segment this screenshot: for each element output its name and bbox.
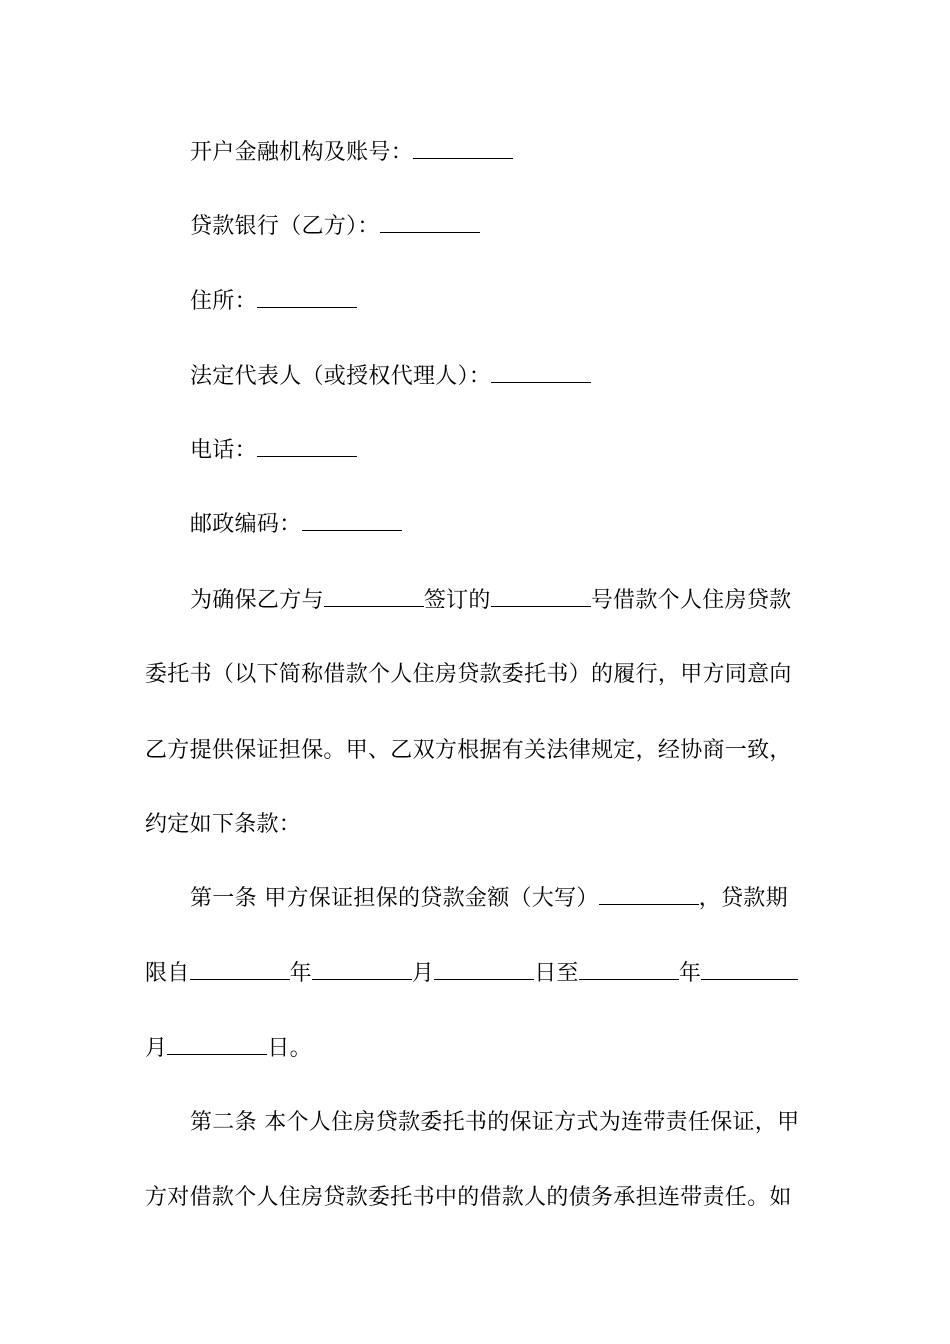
address-field [145,287,855,317]
phone-field [145,436,855,466]
preamble-line-3: 乙方提供保证担保。甲、乙双方根据有关法律规定，经协商一致， [145,738,792,763]
article-text: 日。 [267,1036,312,1061]
article-text: 限自 [145,961,190,986]
preamble-line-2: 委托书（以下简称借款个人住房贷款委托书）的履行，甲方同意向 [145,662,792,687]
representative-blank [491,364,591,383]
preamble-text: 号借款个人住房贷款 [590,588,792,613]
start-month-blank [312,961,412,980]
end-month-blank [701,961,798,980]
representative-field [145,362,855,392]
phone-label: 电话： [190,438,257,463]
account-blank [413,140,513,159]
end-year-blank [579,961,679,980]
postcode-field [145,510,855,540]
representative-label: 法定代表人（或授权代理人）： [190,364,492,389]
end-day-blank [167,1036,267,1055]
article-2-line-2: 方对借款个人住房贷款委托书中的借款人的债务承担连带责任。如 [145,1185,792,1210]
article-text: 第一条 甲方保证担保的贷款金额（大写） [190,886,599,911]
phone-blank [257,438,357,457]
bank-blank [380,214,480,233]
amount-blank [599,886,699,905]
article-text: ，贷款期 [698,886,788,911]
account-field [145,138,855,168]
article-text: 年 [289,961,312,986]
postcode-blank [302,512,402,531]
article-1-line-2 [145,959,810,989]
article-1-line-1 [145,884,855,914]
article-2-line-1: 第二条 本个人住房贷款委托书的保证方式为连带责任保证，甲 [190,1110,800,1135]
preamble-line-4: 约定如下条款： [145,812,302,837]
article-text: 日至 [534,961,579,986]
article-text: 年 [678,961,702,986]
start-year-blank [190,961,290,980]
start-day-blank [434,961,534,980]
bank-field [145,212,855,242]
postcode-label: 邮政编码： [190,512,302,537]
bank-label: 贷款银行（乙方）： [190,214,380,239]
account-label: 开户金融机构及账号： [190,140,414,165]
party-blank [324,588,424,607]
address-blank [257,289,357,308]
article-text: 月 [145,1036,168,1061]
preamble-text: 为确保乙方与 [190,588,324,613]
preamble-line-1 [145,586,855,616]
contract-no-blank [491,588,591,607]
preamble-text: 签订的 [423,588,491,613]
article-text: 月 [411,961,435,986]
address-label: 住所： [190,289,257,314]
article-1-line-3 [145,1034,810,1064]
